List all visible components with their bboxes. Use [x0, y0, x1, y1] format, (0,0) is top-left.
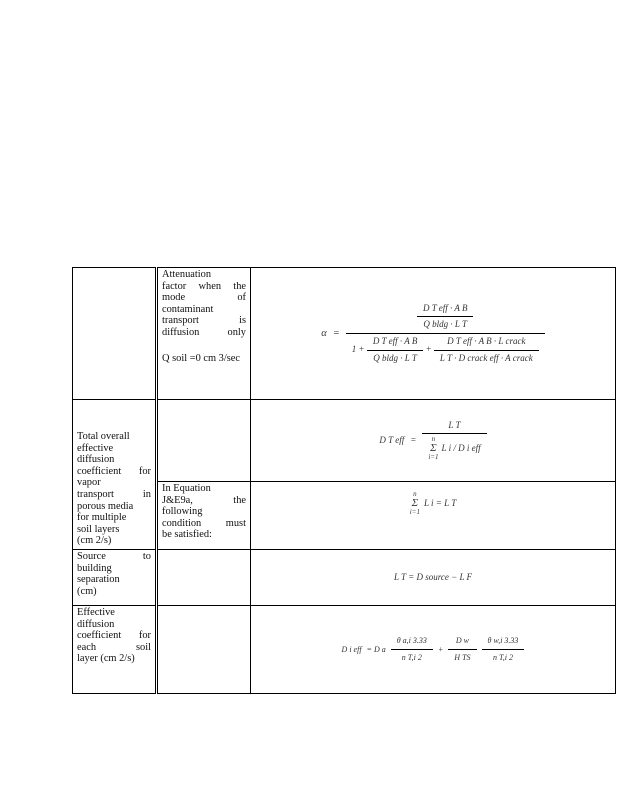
da-term: = D a [366, 644, 386, 654]
row2-label-line: soil layers [77, 523, 120, 535]
row2-description-cell [157, 400, 251, 482]
table-row [73, 606, 616, 694]
dt-eff-symbol: D T eff [379, 434, 405, 445]
row2-label-line: (cm 2/s) [77, 535, 112, 547]
dt-numerator: L T [422, 420, 486, 435]
row2-label-line: vapor [77, 477, 101, 489]
row2-label-line: Total overall [77, 431, 130, 443]
row4-label-cell [73, 550, 157, 606]
row4-label-line: separation [77, 574, 120, 586]
theta-w-numerator: θ w,i 3.33 [482, 635, 525, 650]
row3-desc-line: be satisfied: [162, 529, 212, 541]
top-denominator: Q bldg · L T [423, 319, 468, 330]
row5-label-line: each soil [77, 641, 151, 653]
row5-equation-cell [251, 606, 616, 694]
den-b-numerator: D T eff · A B · L crack [434, 336, 539, 351]
row1-desc-line: Attenuation [162, 269, 212, 280]
row2-equation-cell [251, 400, 616, 482]
den-b-denominator: L T · D crack eff · A crack [439, 352, 533, 363]
row1-flow-condition: Q soil =0 cm 3/sec [162, 352, 241, 364]
summation-icon: n Σ i=1 [428, 435, 439, 462]
di-eff-symbol: D i eff [341, 644, 362, 654]
row2-label-line: for multiple [77, 512, 127, 524]
attenuation-factor-equation: α = $\frac{\text{D T eff · A B}}{\text{Q bldg · L T}}$ 1 + $\frac{\text{D T eff · A B}}{\text{Q bldg · L T}}$ + $\frac{\text{D T eff · A B · L crack}}{\text{L T · D crack eff · A crack}}$ [321, 303, 544, 364]
theta-a-denominator: n T,i 2 [401, 653, 422, 662]
row4-label-line: (cm) [77, 585, 97, 597]
main-fraction: $\frac{\text{D T eff · A B}}{\text{Q bldg · L T}}$ 1 + $\frac{\text{D T eff · A B}}{\text{Q bldg · L T}}$ + $\frac{\text{D T eff · A B · L crack}}{\text{L T · D crack eff · A crack}}$ [346, 303, 545, 364]
hts-denominator: H TS [454, 653, 471, 662]
row5-label-line: Effective [77, 607, 115, 618]
den-a-denominator: Q bldg · L T [373, 352, 417, 363]
row4-equation-cell [251, 550, 616, 606]
row2-label-line: porous media [77, 500, 134, 512]
row5-label-line: coefficient for [77, 630, 151, 642]
row1-description-cell [157, 268, 251, 400]
row3-desc-line: following [162, 506, 203, 518]
summation-icon: n Σ i=1 [409, 490, 420, 516]
theta-w-denominator: n T,i 2 [492, 653, 514, 662]
layer-diffusion-equation: D i eff = D a $\frac{\text{θ a,i 3.33}}{\text{n T,i 2}}$ + $\frac{\text{D w}}{\text{H TS}}$ $\frac{\text{θ w,i 3.33}}{\text{n T,i 2}}$ [342, 635, 525, 663]
row1-desc-line: transport is [162, 315, 246, 327]
row4-label-line: building [77, 562, 112, 574]
dw-numerator: D w [448, 635, 476, 650]
theta-a-numerator: θ a,i 3.33 [391, 635, 433, 650]
row3-desc-line: condition must [162, 517, 246, 529]
row1-desc-line: contaminant [162, 303, 214, 315]
row2-label-line: transport in [77, 489, 151, 501]
row1-label-cell [73, 268, 157, 400]
row2-label-line: effective [77, 442, 114, 454]
den-a-numerator: D T eff · A B [367, 336, 424, 351]
row5-description-cell [157, 606, 251, 694]
row2-label-cell [73, 400, 157, 550]
row3-description-cell [157, 482, 251, 550]
layer-sum-condition [410, 491, 456, 516]
row1-desc-line: mode of [162, 292, 246, 304]
row5-label-cell [73, 606, 157, 694]
table-row [73, 550, 616, 606]
sum-condition-text: L i = L T [423, 497, 457, 508]
row1-equation-cell [251, 268, 616, 400]
row4-description-cell [157, 550, 251, 606]
dt-denominator: L i / D i eff [441, 443, 481, 453]
top-numerator: D T eff · A B [417, 303, 474, 318]
den-one: 1 + [351, 344, 365, 355]
row4-label-line: Source to [77, 551, 151, 562]
row3-desc-line: J&E9a, the [162, 494, 246, 506]
row1-desc-line: diffusion only [162, 326, 246, 338]
total-diffusion-equation: D T eff = L T n Σ i=1 L i / D i eff [379, 420, 486, 462]
row3-desc-line: In Equation [162, 483, 211, 494]
source-separation-equation: L T = D source − L F [393, 571, 473, 582]
row3-equation-cell [251, 482, 616, 550]
table-row [73, 268, 616, 400]
row5-label-line: layer (cm 2/s) [77, 653, 135, 665]
table-row [73, 400, 616, 482]
row5-label-line: diffusion [77, 618, 115, 630]
equation-table [72, 267, 616, 694]
row2-label-line: coefficient for [77, 465, 151, 477]
row2-label-line: diffusion [77, 454, 115, 466]
alpha-symbol: α [321, 327, 327, 339]
row1-desc-line: factor when the [162, 280, 246, 292]
